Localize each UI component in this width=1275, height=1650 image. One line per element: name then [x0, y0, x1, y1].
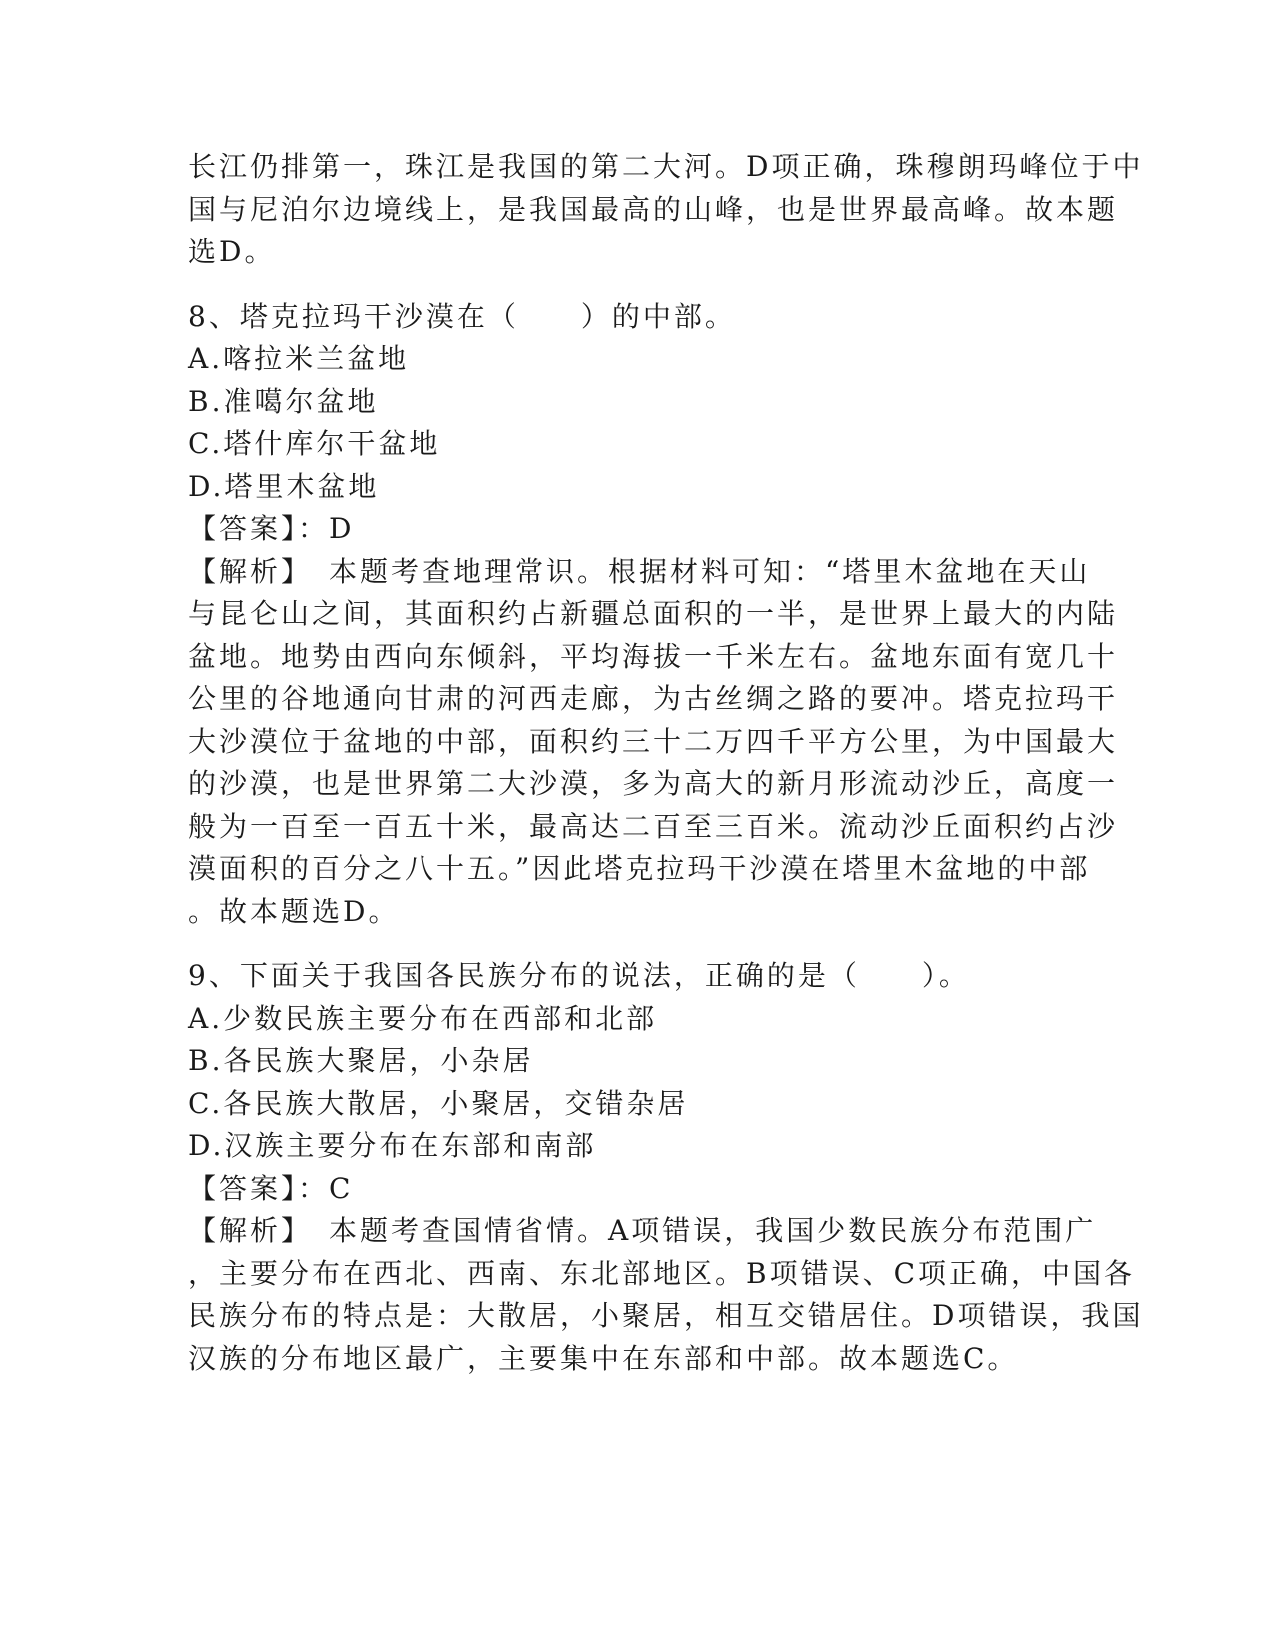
explanation-line: 长江仍排第一，珠江是我国的第二大河。D项正确，珠穆朗玛峰位于中	[188, 150, 1144, 183]
spacer	[188, 274, 1088, 296]
option-c: C.塔什库尔干盆地	[188, 427, 441, 460]
previous-explanation	[188, 146, 1144, 274]
option-b: B.各民族大聚居，小杂居	[188, 1044, 534, 1077]
document-content	[188, 146, 1144, 1380]
option-a: A.少数民族主要分布在西部和北部	[188, 1001, 658, 1035]
explanation-line: 。故本题选D。	[188, 894, 400, 928]
explanation-line: 盆地。地势由西向东倾斜，平均海拔一千米左右。盆地东面有宽几十	[188, 639, 1119, 673]
option-c: C.各民族大散居，小聚居，交错杂居	[188, 1086, 689, 1120]
explanation-line: 【解析】 本题考查地理常识。根据材料可知：“塔里木盆地在天山	[188, 554, 1091, 588]
explanation-line: 与昆仑山之间，其面积约占新疆总面积的一半，是世界上最大的内陆	[188, 597, 1119, 630]
explanation-line: 大沙漠位于盆地的中部，面积约三十二万四千平方公里，为中国最大	[188, 724, 1119, 758]
explanation-line: 般为一百至一百五十米，最高达二百至三百米。流动沙丘面积约占沙	[188, 809, 1119, 843]
option-a: A.喀拉米兰盆地	[188, 342, 410, 375]
spacer	[188, 933, 1088, 955]
explanation-line: 漠面积的百分之八十五。”因此塔克拉玛干沙漠在塔里木盆地的中部	[188, 852, 1091, 885]
option-d: D.汉族主要分布在东部和南部	[188, 1129, 597, 1162]
option-d: D.塔里木盆地	[188, 469, 380, 503]
option-b: B.准噶尔盆地	[188, 384, 379, 418]
explanation-line: 公里的谷地通向甘肃的河西走廊，为古丝绸之路的要冲。塔克拉玛干	[188, 682, 1119, 715]
explanation-line: 汉族的分布地区最广，主要集中在东部和中部。故本题选C。	[188, 1341, 1019, 1375]
answer-line: 【答案】：C	[188, 1171, 354, 1205]
explanation-line: 的沙漠，也是世界第二大沙漠，多为高大的新月形流动沙丘，高度一	[188, 767, 1119, 800]
question-stem: 9、下面关于我国各民族分布的说法，正确的是（ ）。	[188, 959, 970, 992]
question-9	[188, 955, 1144, 1380]
explanation-line: 【解析】 本题考查国情省情。A项错误，我国少数民族分布范围广	[188, 1214, 1097, 1247]
question-stem: 8、塔克拉玛干沙漠在（ ）的中部。	[188, 299, 736, 333]
question-8	[188, 296, 1119, 934]
answer-line: 【答案】：D	[188, 512, 355, 545]
explanation-line: 民族分布的特点是：大散居，小聚居，相互交错居住。D项错误，我国	[188, 1299, 1144, 1332]
explanation-line: ，主要分布在西北、西南、东北部地区。B项错误、C项正确，中国各	[188, 1256, 1136, 1290]
explanation-line: 国与尼泊尔边境线上，是我国最高的山峰，也是世界最高峰。故本题	[188, 192, 1119, 226]
explanation-line: 选D。	[188, 235, 276, 268]
